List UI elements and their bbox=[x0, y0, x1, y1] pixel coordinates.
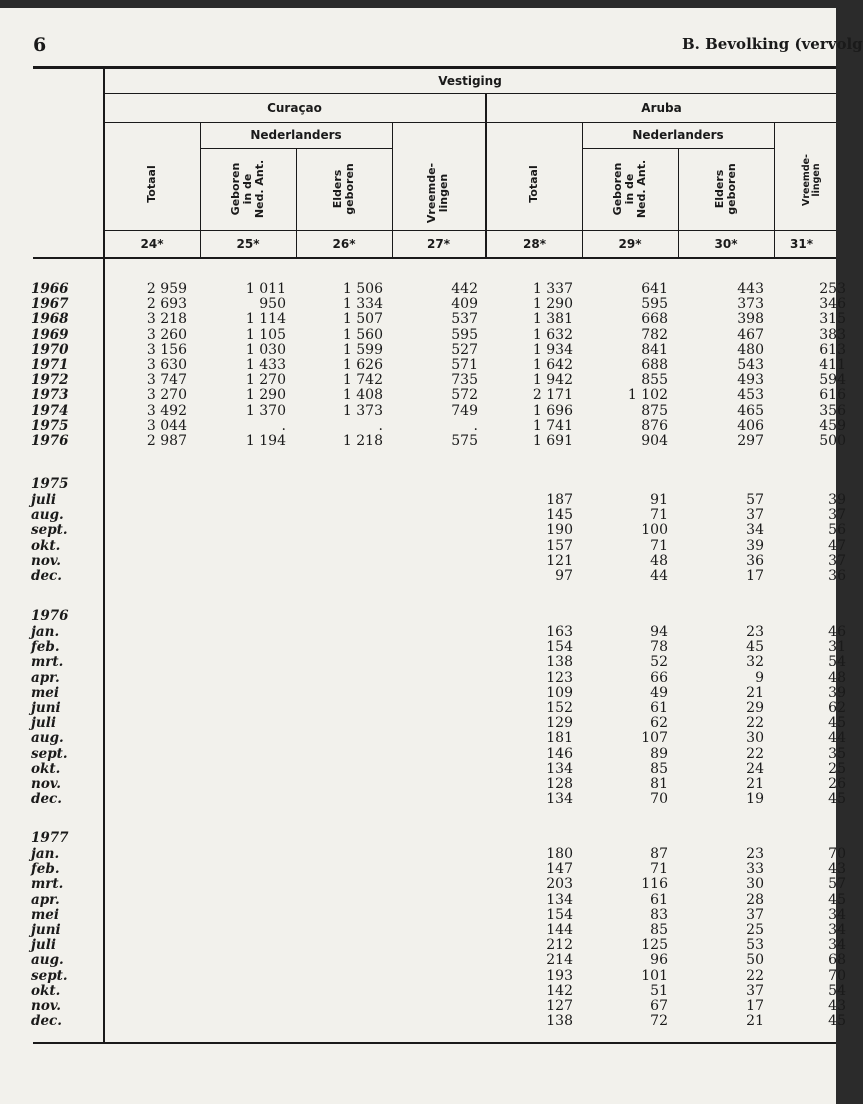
table-cell: 572 bbox=[451, 387, 478, 404]
month-label: nov. bbox=[31, 552, 62, 569]
table-cell: 107 bbox=[641, 730, 668, 747]
table-cell: 1 290 bbox=[532, 296, 573, 313]
table-cell: 154 bbox=[546, 906, 573, 923]
month-label: feb. bbox=[31, 639, 60, 656]
table-cell: 23 bbox=[746, 624, 764, 640]
month-label: juli bbox=[31, 937, 56, 954]
table-cell: 66 bbox=[650, 669, 668, 686]
table-cell: 315 bbox=[819, 311, 846, 328]
table-cell: 72 bbox=[650, 1013, 668, 1030]
col-label-28: Totaal bbox=[527, 165, 540, 203]
table-cell: 134 bbox=[546, 891, 573, 908]
period-year-label: 1977 bbox=[31, 830, 69, 846]
table-cell: 154 bbox=[546, 639, 573, 656]
table-cell: 62 bbox=[828, 700, 846, 716]
table-cell: 68 bbox=[828, 952, 846, 969]
month-label: sept. bbox=[31, 967, 68, 984]
table-cell: 2 693 bbox=[146, 296, 187, 313]
row-label: 1974 bbox=[31, 402, 69, 419]
table-cell: 23 bbox=[746, 846, 764, 862]
month-label: apr. bbox=[31, 669, 60, 686]
table-cell: 1 742 bbox=[342, 372, 383, 389]
table-cell: 127 bbox=[546, 998, 573, 1014]
month-label: apr. bbox=[31, 891, 60, 908]
col-label-30: Elders geboren bbox=[713, 163, 738, 215]
table-cell: 904 bbox=[641, 433, 668, 449]
table-cell: 735 bbox=[451, 372, 478, 389]
table-cell: 3 218 bbox=[146, 311, 187, 328]
table-cell: 1 370 bbox=[245, 402, 286, 419]
table-cell: 116 bbox=[641, 876, 668, 893]
table-cell: 1 114 bbox=[245, 311, 286, 328]
group-divider bbox=[485, 94, 487, 258]
table-cell: 53 bbox=[746, 937, 764, 954]
table-cell: 3 270 bbox=[146, 387, 187, 404]
table-cell: 442 bbox=[451, 281, 478, 297]
col-label-25: Geboren in de Ned. Ant. bbox=[229, 159, 266, 219]
table-cell: 1 599 bbox=[342, 341, 383, 358]
table-cell: 1 696 bbox=[532, 402, 573, 419]
table-cell: 193 bbox=[546, 967, 573, 984]
month-label: aug. bbox=[31, 730, 64, 747]
table-cell: 49 bbox=[650, 684, 668, 701]
table-cell: 875 bbox=[641, 402, 668, 419]
table-cell: 3 044 bbox=[146, 417, 187, 434]
stub-divider bbox=[103, 66, 105, 1044]
table-cell: 1 691 bbox=[532, 433, 573, 449]
table-cell: 1 194 bbox=[245, 433, 286, 449]
table-cell: 71 bbox=[650, 537, 668, 554]
table-cell: 214 bbox=[546, 952, 573, 969]
table-cell: 411 bbox=[819, 357, 846, 373]
table-cell: 443 bbox=[737, 281, 764, 297]
table-cell: 97 bbox=[555, 568, 573, 584]
row-label: 1966 bbox=[31, 281, 69, 297]
table-cell: 190 bbox=[546, 522, 573, 539]
header-nederlanders-aruba: Nederlanders bbox=[632, 128, 724, 142]
table-cell: 87 bbox=[650, 846, 668, 862]
table-cell: 1 270 bbox=[245, 372, 286, 389]
table-cell: 453 bbox=[737, 387, 764, 404]
table-cell: 1 507 bbox=[342, 311, 383, 328]
row-label: 1970 bbox=[31, 341, 69, 358]
table-cell: 575 bbox=[451, 433, 478, 449]
table-cell: 641 bbox=[641, 281, 668, 297]
table-cell: 180 bbox=[546, 846, 573, 862]
table-cell: 459 bbox=[819, 417, 846, 434]
table-cell: 181 bbox=[546, 730, 573, 747]
month-label: jan. bbox=[31, 624, 60, 640]
table-cell: 1 560 bbox=[342, 326, 383, 343]
col-label-31: Vreemde- lingen bbox=[801, 153, 822, 207]
table-cell: 36 bbox=[828, 568, 846, 584]
row-label: 1972 bbox=[31, 372, 69, 389]
table-cell: 467 bbox=[737, 326, 764, 343]
table-cell: 45 bbox=[746, 639, 764, 656]
table-cell: 134 bbox=[546, 791, 573, 808]
month-label: dec. bbox=[31, 1013, 62, 1030]
table-cell: 3 156 bbox=[146, 341, 187, 358]
table-cell: 782 bbox=[641, 326, 668, 343]
table-cell: 61 bbox=[650, 891, 668, 908]
table-cell: 1 942 bbox=[532, 372, 573, 389]
row-label: 1967 bbox=[31, 296, 69, 313]
table-cell: 493 bbox=[737, 372, 764, 389]
col-num-24: 24* bbox=[140, 237, 164, 251]
month-label: aug. bbox=[31, 507, 64, 524]
table-cell: 37 bbox=[746, 507, 764, 524]
page-number: 6 bbox=[33, 34, 47, 56]
table-cell: 138 bbox=[546, 654, 573, 671]
table-cell: 1 218 bbox=[342, 433, 383, 449]
table-cell: 500 bbox=[819, 433, 846, 449]
table-cell: 47 bbox=[828, 537, 846, 554]
month-label: juli bbox=[31, 492, 56, 508]
table-cell: 30 bbox=[746, 730, 764, 747]
table-cell: 81 bbox=[650, 776, 668, 792]
month-label: dec. bbox=[31, 791, 62, 808]
table-cell: 138 bbox=[546, 1013, 573, 1030]
table-cell: 57 bbox=[746, 492, 764, 508]
table-cell: 83 bbox=[650, 906, 668, 923]
col-label-27: Vreemde- lingen bbox=[425, 162, 450, 224]
table-cell: 203 bbox=[546, 876, 573, 893]
table-cell: 749 bbox=[451, 402, 478, 419]
table-cell: 54 bbox=[828, 982, 846, 999]
month-label: mei bbox=[31, 684, 60, 701]
row-label: 1968 bbox=[31, 311, 69, 328]
table-cell: 39 bbox=[746, 537, 764, 554]
table-cell: 39 bbox=[828, 684, 846, 701]
table-cell: 152 bbox=[546, 700, 573, 716]
table-cell: 70 bbox=[828, 846, 846, 862]
col-num-29: 29* bbox=[618, 237, 642, 251]
table-cell: 61 bbox=[650, 700, 668, 716]
col-num-28: 28* bbox=[523, 237, 546, 251]
col-label-29: Geboren in de Ned. Ant. bbox=[611, 159, 648, 219]
table-cell: 543 bbox=[737, 357, 764, 373]
table-cell: 28 bbox=[746, 891, 764, 908]
col-label-26: Elders geboren bbox=[331, 163, 356, 215]
table-cell: 67 bbox=[650, 998, 668, 1014]
table-cell: 128 bbox=[546, 776, 573, 792]
table-cell: 1 433 bbox=[245, 357, 286, 373]
table-cell: 45 bbox=[828, 1013, 846, 1030]
table-cell: 3 260 bbox=[146, 326, 187, 343]
table-cell: 613 bbox=[819, 341, 846, 358]
table-cell: 78 bbox=[650, 639, 668, 656]
col-num-30: 30* bbox=[714, 237, 738, 251]
table-cell: 89 bbox=[650, 745, 668, 762]
table-cell: . bbox=[378, 417, 383, 434]
table-cell: 187 bbox=[546, 492, 573, 508]
table-cell: 91 bbox=[650, 492, 668, 508]
table-cell: 34 bbox=[828, 922, 846, 938]
month-label: aug. bbox=[31, 952, 64, 969]
table-cell: 109 bbox=[546, 684, 573, 701]
table-cell: . bbox=[473, 417, 478, 434]
table-cell: 9 bbox=[755, 669, 764, 686]
table-cell: 157 bbox=[546, 537, 573, 554]
header-vestiging: Vestiging bbox=[438, 74, 502, 88]
table-cell: 146 bbox=[546, 745, 573, 762]
table-cell: 688 bbox=[641, 357, 668, 373]
row-label: 1975 bbox=[31, 417, 69, 434]
table-cell: 1 408 bbox=[342, 387, 383, 404]
table-cell: 527 bbox=[451, 341, 478, 358]
table-cell: 70 bbox=[650, 791, 668, 808]
table-cell: 1 381 bbox=[532, 311, 573, 328]
table-cell: 1 102 bbox=[627, 387, 668, 404]
month-label: nov. bbox=[31, 776, 62, 792]
col-num-31: 31* bbox=[790, 237, 813, 251]
table-cell: 31 bbox=[828, 639, 846, 656]
month-label: feb. bbox=[31, 861, 60, 878]
table-cell: 1 334 bbox=[342, 296, 383, 313]
table-cell: 46 bbox=[828, 624, 846, 640]
table-cell: 2 171 bbox=[532, 387, 573, 404]
table-cell: 595 bbox=[641, 296, 668, 313]
table-cell: 1 011 bbox=[245, 281, 286, 297]
table-cell: 297 bbox=[737, 433, 764, 449]
table-cell: 94 bbox=[650, 624, 668, 640]
table-cell: 406 bbox=[737, 417, 764, 434]
month-label: juli bbox=[31, 715, 56, 732]
header-aruba: Aruba bbox=[641, 101, 682, 115]
table-cell: 37 bbox=[828, 507, 846, 524]
table-cell: 56 bbox=[828, 522, 846, 539]
month-label: jan. bbox=[31, 846, 60, 862]
row-label: 1976 bbox=[31, 433, 69, 449]
table-cell: 48 bbox=[828, 669, 846, 686]
table-cell: 356 bbox=[819, 402, 846, 419]
table-cell: 17 bbox=[746, 998, 764, 1014]
table-cell: 70 bbox=[828, 967, 846, 984]
table-cell: 29 bbox=[746, 700, 764, 716]
table-cell: 39 bbox=[828, 492, 846, 508]
col-label-24: Totaal bbox=[145, 165, 158, 203]
table-cell: 24 bbox=[746, 760, 764, 777]
table-cell: 37 bbox=[828, 552, 846, 569]
table-cell: 1 632 bbox=[532, 326, 573, 343]
table-cell: 1 642 bbox=[532, 357, 573, 373]
row-label: 1971 bbox=[31, 357, 69, 373]
table-cell: 1 030 bbox=[245, 341, 286, 358]
table-cell: 44 bbox=[650, 568, 668, 584]
table-cell: 1 506 bbox=[342, 281, 383, 297]
table-cell: 145 bbox=[546, 507, 573, 524]
table-cell: 96 bbox=[650, 952, 668, 969]
table-cell: 876 bbox=[641, 417, 668, 434]
table-cell: 34 bbox=[828, 937, 846, 954]
header-bottom-rule bbox=[33, 257, 836, 259]
month-label: mrt. bbox=[31, 876, 64, 893]
table-cell: 43 bbox=[828, 861, 846, 878]
table-cell: 71 bbox=[650, 507, 668, 524]
table-cell: 2 959 bbox=[146, 281, 187, 297]
table-cell: 45 bbox=[828, 891, 846, 908]
table-cell: 50 bbox=[746, 952, 764, 969]
table-cell: 373 bbox=[737, 296, 764, 313]
month-label: juni bbox=[31, 922, 61, 938]
table-cell: 2 987 bbox=[146, 433, 187, 449]
table-cell: 147 bbox=[546, 861, 573, 878]
col-num-26: 26* bbox=[332, 237, 356, 251]
table-cell: 121 bbox=[546, 552, 573, 569]
col-num-25: 25* bbox=[236, 237, 260, 251]
month-label: sept. bbox=[31, 522, 68, 539]
period-year-label: 1976 bbox=[31, 608, 69, 624]
table-cell: 841 bbox=[641, 341, 668, 358]
table-cell: 43 bbox=[828, 998, 846, 1014]
table-cell: 537 bbox=[451, 311, 478, 328]
table-cell: 26 bbox=[828, 776, 846, 792]
month-label: okt. bbox=[31, 760, 61, 777]
table-cell: 17 bbox=[746, 568, 764, 584]
table-cell: 1 105 bbox=[245, 326, 286, 343]
month-label: mei bbox=[31, 906, 60, 923]
table-cell: 62 bbox=[650, 715, 668, 732]
table-cell: 51 bbox=[650, 982, 668, 999]
table-cell: 346 bbox=[819, 296, 846, 313]
table-cell: . bbox=[281, 417, 286, 434]
table-cell: 950 bbox=[259, 296, 286, 313]
table-cell: 398 bbox=[737, 311, 764, 328]
table-cell: 465 bbox=[737, 402, 764, 419]
table-cell: 34 bbox=[828, 906, 846, 923]
table-cell: 571 bbox=[451, 357, 478, 373]
month-label: okt. bbox=[31, 982, 61, 999]
table-cell: 1 934 bbox=[532, 341, 573, 358]
table-cell: 3 492 bbox=[146, 402, 187, 419]
month-label: nov. bbox=[31, 998, 62, 1014]
table-cell: 129 bbox=[546, 715, 573, 732]
table-cell: 1 741 bbox=[532, 417, 573, 434]
header-curacao: Curaçao bbox=[267, 101, 322, 115]
table-cell: 32 bbox=[746, 654, 764, 671]
table-cell: 44 bbox=[828, 730, 846, 747]
month-label: sept. bbox=[31, 745, 68, 762]
table-cell: 36 bbox=[746, 552, 764, 569]
header-nederlanders-curacao: Nederlanders bbox=[250, 128, 342, 142]
table-cell: 21 bbox=[746, 776, 764, 792]
table-cell: 22 bbox=[746, 745, 764, 762]
month-label: juni bbox=[31, 700, 61, 716]
table-cell: 125 bbox=[641, 937, 668, 954]
table-cell: 163 bbox=[546, 624, 573, 640]
table-cell: 34 bbox=[746, 522, 764, 539]
table-cell: 855 bbox=[641, 372, 668, 389]
table-cell: 71 bbox=[650, 861, 668, 878]
table-cell: 21 bbox=[746, 1013, 764, 1030]
table-cell: 52 bbox=[650, 654, 668, 671]
table-cell: 25 bbox=[746, 922, 764, 938]
month-label: mrt. bbox=[31, 654, 64, 671]
table-cell: 594 bbox=[819, 372, 846, 389]
table-cell: 100 bbox=[641, 522, 668, 539]
table-cell: 21 bbox=[746, 684, 764, 701]
table-cell: 85 bbox=[650, 922, 668, 938]
table-cell: 253 bbox=[819, 281, 846, 297]
table-cell: 480 bbox=[737, 341, 764, 358]
table-cell: 383 bbox=[819, 326, 846, 343]
table-cell: 595 bbox=[451, 326, 478, 343]
table-cell: 123 bbox=[546, 669, 573, 686]
table-cell: 3 630 bbox=[146, 357, 187, 373]
table-cell: 30 bbox=[746, 876, 764, 893]
period-year-label: 1975 bbox=[31, 476, 69, 492]
month-label: okt. bbox=[31, 537, 61, 554]
table-cell: 85 bbox=[650, 760, 668, 777]
table-cell: 142 bbox=[546, 982, 573, 999]
table-cell: 22 bbox=[746, 967, 764, 984]
table-cell: 57 bbox=[828, 876, 846, 893]
table-cell: 144 bbox=[546, 922, 573, 938]
table-cell: 616 bbox=[819, 387, 846, 404]
table-cell: 3 747 bbox=[146, 372, 187, 389]
table-cell: 668 bbox=[641, 311, 668, 328]
table-cell: 25 bbox=[828, 760, 846, 777]
col-num-27: 27* bbox=[427, 237, 450, 251]
row-label: 1973 bbox=[31, 387, 69, 404]
table-cell: 54 bbox=[828, 654, 846, 671]
table-cell: 45 bbox=[828, 791, 846, 808]
table-cell: 1 290 bbox=[245, 387, 286, 404]
table-cell: 1 373 bbox=[342, 402, 383, 419]
table-cell: 35 bbox=[828, 745, 846, 762]
table-cell: 409 bbox=[451, 296, 478, 313]
table-cell: 134 bbox=[546, 760, 573, 777]
table-cell: 37 bbox=[746, 906, 764, 923]
table-cell: 33 bbox=[746, 861, 764, 878]
table-cell: 48 bbox=[650, 552, 668, 569]
document-page bbox=[0, 8, 863, 1104]
table-top-rule bbox=[33, 66, 836, 69]
table-cell: 101 bbox=[641, 967, 668, 984]
table-cell: 212 bbox=[546, 937, 573, 954]
month-label: dec. bbox=[31, 568, 62, 584]
row-label: 1969 bbox=[31, 326, 69, 343]
table-cell: 37 bbox=[746, 982, 764, 999]
table-bottom-rule bbox=[33, 1042, 836, 1044]
table-cell: 1 337 bbox=[532, 281, 573, 297]
table-cell: 1 626 bbox=[342, 357, 383, 373]
table-cell: 45 bbox=[828, 715, 846, 732]
table-cell: 19 bbox=[746, 791, 764, 808]
table-cell: 22 bbox=[746, 715, 764, 732]
running-head: B. Bevolking (vervolg bbox=[682, 35, 863, 53]
